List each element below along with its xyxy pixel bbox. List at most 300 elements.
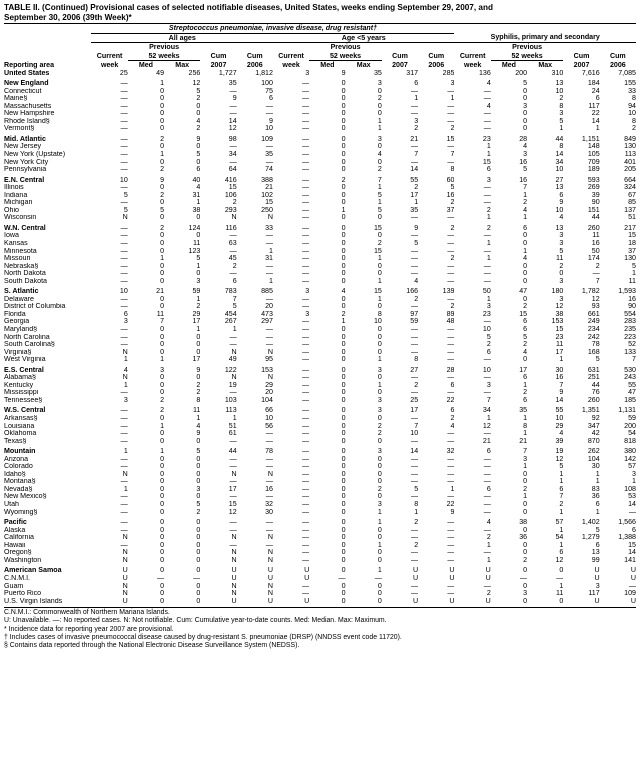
table-cell: 14: [628, 549, 636, 557]
table-cell: —: [302, 134, 310, 143]
table-cell: —: [302, 582, 310, 590]
table-cell: 0: [196, 526, 201, 534]
cum-label: Cum: [573, 51, 590, 60]
table-cell: 10: [482, 365, 491, 374]
footnotes: [4, 607, 636, 650]
table-cell: 2: [232, 199, 237, 207]
table-cell: 1: [377, 508, 382, 516]
table-cell: —: [411, 87, 419, 95]
table-cell: U: [594, 566, 600, 575]
reporting-area: American Samoa: [4, 566, 62, 575]
current-label: Current: [278, 51, 304, 60]
table-cell: 0: [160, 95, 165, 103]
table-cell: —: [302, 381, 310, 389]
reporting-area: Michigan: [4, 199, 33, 207]
table-cell: 6: [559, 485, 564, 493]
table-cell: 0: [341, 447, 346, 456]
table-cell: 0: [341, 493, 346, 501]
table-cell: —: [120, 406, 128, 415]
table-cell: 2: [341, 310, 346, 318]
table-cell: —: [447, 232, 455, 240]
table-cell: 8: [196, 396, 201, 404]
table-cell: 4: [450, 422, 455, 430]
table-cell: 5: [196, 255, 201, 263]
table-cell: 38: [192, 206, 201, 214]
table-cell: 0: [160, 270, 165, 278]
table-cell: —: [265, 437, 273, 445]
table-cell: 0: [377, 437, 382, 445]
table-cell: 148: [587, 143, 600, 151]
table-cell: 1: [123, 447, 128, 456]
table-cell: 15: [373, 223, 382, 232]
reporting-area: Montana§: [4, 478, 36, 486]
table-cell: 0: [341, 463, 346, 471]
table-cell: 5: [595, 356, 600, 364]
table-cell: —: [483, 356, 491, 364]
table-row: [4, 207, 636, 215]
table-cell: 3: [196, 277, 201, 285]
table-cell: —: [411, 374, 419, 382]
table-cell: 89: [446, 310, 455, 318]
table-cell: 388: [261, 175, 273, 184]
table-cell: U: [485, 566, 491, 575]
table-cell: 1: [123, 381, 128, 389]
table-cell: —: [229, 143, 237, 151]
table-row: [4, 103, 636, 111]
table-cell: 2: [414, 125, 419, 133]
table-cell: 0: [196, 597, 201, 605]
table-cell: —: [120, 110, 128, 118]
table-cell: 0: [341, 277, 346, 285]
table-cell: 870: [587, 437, 600, 445]
table-cell: U: [485, 574, 491, 582]
table-cell: 0: [196, 232, 201, 240]
table-cell: 1: [377, 381, 382, 389]
table-cell: —: [483, 247, 491, 255]
table-cell: —: [302, 270, 310, 278]
table-cell: —: [120, 239, 128, 247]
table-cell: 21: [410, 134, 419, 143]
table-cell: 17: [192, 318, 201, 326]
previous-label: Previous: [149, 43, 180, 51]
reporting-area: North Dakota: [4, 270, 46, 278]
table-cell: —: [483, 493, 491, 501]
table-cell: 11: [156, 310, 165, 318]
cum-label: Cum: [609, 51, 626, 60]
table-row: [4, 382, 636, 390]
table-cell: 6: [414, 79, 419, 88]
table-cell: N: [267, 556, 273, 564]
table-cell: 90: [628, 303, 636, 311]
table-cell: 0: [196, 143, 201, 151]
table-cell: 0: [160, 326, 165, 333]
table-cell: 15: [228, 501, 237, 509]
table-cell: 7: [377, 175, 382, 184]
table-cell: 2: [160, 396, 165, 404]
table-cell: 2: [486, 534, 491, 542]
table-cell: —: [483, 110, 491, 118]
table-cell: —: [447, 326, 455, 333]
table-cell: —: [120, 463, 128, 471]
table-cell: 1: [559, 508, 564, 516]
reporting-area: Louisiana: [4, 422, 35, 430]
table-cell: 1: [595, 125, 600, 133]
table-row: [4, 509, 636, 517]
table-cell: 1: [377, 277, 382, 285]
table-row: [4, 486, 636, 494]
table-cell: 317: [406, 69, 419, 77]
table-cell: 12: [555, 556, 564, 564]
table-cell: 0: [196, 348, 201, 356]
table-row: [4, 166, 636, 174]
table-cell: 1: [523, 415, 528, 423]
table-cell: 0: [160, 232, 165, 240]
reporting-area: New Mexico§: [4, 493, 47, 501]
table-cell: 1: [160, 422, 165, 430]
table-cell: 0: [341, 143, 346, 151]
table-cell: 19: [228, 381, 237, 389]
table-cell: 0: [196, 493, 201, 501]
table-cell: 7: [523, 447, 528, 456]
reporting-area: W.S. Central: [4, 406, 46, 415]
table-cell: 0: [160, 199, 165, 207]
table-cell: 25: [410, 396, 419, 404]
table-cell: —: [120, 295, 128, 303]
table-cell: —: [120, 223, 128, 232]
footnote: † Includes cases of invasive pneumococcal disease caused by drug-resistant S. pneumoniae (DRSP) (NNDSS event code 11720).: [4, 634, 402, 642]
table-row: [4, 326, 636, 334]
table-row: [4, 222, 636, 233]
table-cell: 1: [486, 214, 491, 222]
table-cell: 0: [523, 87, 528, 95]
table-cell: 6: [595, 95, 600, 103]
reporting-area: Georgia: [4, 318, 30, 326]
table-cell: 0: [377, 463, 382, 471]
table-cell: —: [338, 574, 346, 582]
table-row: [4, 70, 636, 78]
table-cell: —: [120, 102, 128, 110]
table-cell: 14: [591, 117, 600, 125]
table-cell: 6: [269, 95, 273, 103]
table-cell: 0: [523, 232, 528, 240]
table-cell: 6: [559, 549, 564, 557]
table-cell: 8: [632, 95, 636, 103]
table-cell: —: [265, 270, 273, 278]
table-row: [4, 88, 636, 96]
table-cell: 36: [591, 493, 600, 501]
table-cell: 155: [624, 79, 636, 88]
table-cell: 180: [551, 287, 564, 296]
table-cell: 108: [624, 485, 636, 493]
table-cell: 13: [555, 79, 564, 88]
table-cell: —: [302, 437, 310, 445]
year-2007-label: 2007: [573, 60, 590, 69]
table-cell: U: [267, 574, 273, 582]
table-cell: 10: [265, 125, 273, 133]
table-cell: 15: [373, 247, 382, 255]
table-cell: 0: [377, 110, 382, 118]
table-cell: 3: [559, 277, 564, 285]
table-row: [4, 415, 636, 423]
table-cell: 57: [628, 463, 636, 471]
table-cell: 1: [486, 255, 491, 263]
table-cell: U: [304, 574, 310, 582]
table-cell: —: [229, 526, 237, 534]
table-cell: 251: [587, 374, 600, 382]
table-row: [4, 557, 636, 565]
table-cell: 55: [628, 381, 636, 389]
table-cell: 19: [555, 447, 564, 456]
reporting-area: California: [4, 534, 34, 542]
reporting-area: Nevada§: [4, 485, 33, 493]
table-cell: 17: [410, 191, 419, 199]
table-cell: 42: [591, 430, 600, 438]
table-cell: 664: [624, 175, 636, 184]
table-cell: —: [302, 430, 310, 438]
table-cell: 1: [160, 79, 165, 88]
table-cell: 2: [196, 125, 201, 133]
table-cell: 0: [160, 437, 165, 445]
table-cell: 9: [559, 199, 564, 207]
table-cell: —: [483, 430, 491, 438]
table-cell: —: [120, 501, 128, 509]
table-cell: —: [447, 582, 455, 590]
reporting-area: New England: [4, 79, 49, 88]
table-cell: —: [120, 389, 128, 397]
table-cell: 0: [341, 556, 346, 564]
table-cell: 185: [624, 396, 636, 404]
table-cell: 9: [160, 175, 165, 184]
table-cell: 530: [624, 365, 636, 374]
table-cell: —: [229, 247, 237, 255]
table-cell: —: [447, 541, 455, 549]
table-cell: 0: [341, 485, 346, 493]
table-cell: —: [411, 463, 419, 471]
table-cell: 3: [559, 295, 564, 303]
table-cell: 6: [523, 374, 528, 382]
table-cell: 1: [595, 470, 600, 478]
reporting-area: Iowa: [4, 232, 19, 240]
table-cell: 0: [377, 534, 382, 542]
table-cell: —: [120, 95, 128, 103]
table-row: [4, 493, 636, 501]
table-cell: 0: [523, 566, 528, 575]
table-cell: 0: [377, 270, 382, 278]
table-cell: 3: [559, 110, 564, 118]
table-cell: —: [302, 175, 310, 184]
table-cell: 2: [341, 175, 346, 184]
table-cell: 113: [225, 406, 237, 415]
current-label: Current: [459, 51, 486, 60]
table-cell: 3: [123, 318, 128, 326]
table-cell: 0: [341, 270, 346, 278]
week-label: week: [463, 60, 482, 69]
table-cell: —: [120, 455, 128, 463]
table-cell: 0: [160, 597, 165, 605]
table-cell: 8: [414, 356, 419, 364]
table-cell: —: [120, 125, 128, 133]
table-cell: 7,085: [618, 69, 636, 77]
table-cell: 12: [555, 455, 564, 463]
table-cell: 2: [632, 125, 636, 133]
table-cell: —: [447, 455, 455, 463]
table-cell: 1: [414, 508, 419, 516]
table-cell: —: [447, 590, 455, 598]
weeks52-label: 52 weeks: [128, 52, 201, 61]
table-cell: 0: [377, 333, 382, 341]
table-cell: 2: [559, 262, 564, 270]
table-cell: 0: [160, 389, 165, 397]
table-cell: 0: [341, 255, 346, 263]
table-cell: N: [122, 470, 128, 478]
table-cell: 0: [341, 262, 346, 270]
table-cell: 0: [523, 262, 528, 270]
table-cell: 3: [377, 396, 382, 404]
table-cell: —: [229, 270, 237, 278]
table-cell: 0: [160, 518, 165, 527]
table-cell: 2: [595, 262, 600, 270]
table-cell: 242: [587, 333, 600, 341]
table-cell: 2: [450, 199, 455, 207]
table-cell: 3: [559, 232, 564, 240]
table-row: [4, 397, 636, 405]
table-cell: —: [411, 526, 419, 534]
table-cell: 122: [224, 365, 237, 374]
table-cell: —: [447, 341, 455, 349]
table-cell: 21: [265, 184, 273, 192]
table-cell: 7: [559, 493, 564, 501]
table-cell: 267: [224, 318, 237, 326]
table-cell: 5: [559, 463, 564, 471]
table-row: [4, 118, 636, 126]
table-cell: 1: [595, 478, 600, 486]
table-cell: 0: [160, 125, 165, 133]
table-cell: —: [483, 526, 491, 534]
table-cell: —: [447, 430, 455, 438]
table-cell: 454: [224, 310, 237, 318]
table-cell: 200: [624, 422, 636, 430]
table-cell: 2: [486, 223, 491, 232]
table-cell: 1: [559, 470, 564, 478]
table-cell: 0: [341, 415, 346, 423]
previous-label: Previous: [512, 43, 543, 51]
table-cell: 50: [482, 287, 491, 296]
group-all-ages: All ages: [91, 33, 272, 43]
table-cell: 11: [556, 341, 564, 349]
table-cell: N: [267, 348, 273, 356]
table-cell: —: [120, 143, 128, 151]
reporting-area: Texas§: [4, 437, 27, 445]
table-cell: N: [231, 582, 237, 590]
table-cell: —: [120, 79, 128, 88]
table-cell: 1: [123, 356, 128, 364]
reporting-area: Indiana: [4, 191, 28, 199]
table-cell: 49: [228, 356, 237, 364]
table-cell: —: [411, 470, 419, 478]
table-row: [4, 263, 636, 271]
table-cell: —: [302, 87, 310, 95]
table-cell: 37: [628, 247, 636, 255]
table-cell: U: [413, 597, 419, 605]
reporting-area: Mississippi: [4, 389, 39, 397]
table-cell: 1: [377, 184, 382, 192]
table-cell: 33: [628, 87, 636, 95]
table-cell: 0: [377, 582, 382, 590]
table-cell: 109: [624, 590, 636, 598]
table-cell: U: [267, 566, 273, 575]
table-cell: 416: [224, 175, 237, 184]
group-age-under-5: Age <5 years: [273, 33, 455, 43]
table-cell: 5: [123, 191, 128, 199]
table-cell: 0: [377, 526, 382, 534]
reporting-area: C.N.M.I.: [4, 574, 31, 582]
table-cell: —: [483, 95, 491, 103]
reporting-area: South Carolina§: [4, 341, 55, 349]
table-cell: 23: [482, 310, 491, 318]
table-cell: —: [229, 87, 237, 95]
table-cell: 30: [265, 508, 273, 516]
table-cell: 0: [341, 150, 346, 158]
table-cell: U: [267, 597, 273, 605]
table-cell: 74: [265, 166, 273, 174]
table-cell: —: [447, 526, 455, 534]
reporting-area: New York (Upstate): [4, 150, 66, 158]
table-cell: 20: [265, 389, 273, 397]
table-cell: —: [447, 348, 455, 356]
table-cell: U: [122, 566, 128, 575]
med-label: Med: [501, 61, 517, 69]
table-cell: 1,351: [581, 406, 600, 415]
table-cell: 2: [414, 184, 419, 192]
table-cell: 0: [523, 582, 528, 590]
table-cell: 849: [624, 134, 636, 143]
table-row: [4, 285, 636, 296]
table-cell: —: [447, 158, 455, 166]
table-cell: 6: [486, 485, 491, 493]
table-cell: 32: [265, 501, 273, 509]
table-cell: 293: [224, 206, 237, 214]
reporting-area: Tennessee§: [4, 396, 43, 404]
table-cell: 59: [410, 318, 419, 326]
table-cell: —: [483, 389, 491, 397]
table-cell: 4: [523, 348, 528, 356]
table-cell: 1: [632, 270, 636, 278]
table-cell: 104: [587, 455, 600, 463]
group-syphilis: Syphilis, primary and secondary: [454, 33, 636, 43]
table-cell: —: [265, 262, 273, 270]
table-cell: 0: [341, 223, 346, 232]
table-cell: —: [302, 166, 310, 174]
table-cell: 0: [523, 597, 528, 605]
table-cell: 0: [523, 549, 528, 557]
reporting-area: Mountain: [4, 447, 36, 456]
table-cell: 8: [559, 143, 564, 151]
table-cell: N: [122, 590, 128, 598]
table-cell: —: [120, 184, 128, 192]
table-row: [4, 151, 636, 159]
table-cell: 0: [377, 374, 382, 382]
table-cell: 0: [160, 381, 165, 389]
table-cell: 2: [486, 341, 491, 349]
table-cell: 2: [160, 223, 165, 232]
table-cell: —: [447, 374, 455, 382]
table-cell: N: [122, 556, 128, 564]
table-cell: 5: [377, 191, 382, 199]
table-cell: 109: [261, 134, 273, 143]
table-cell: 0: [523, 239, 528, 247]
table-row: [4, 349, 636, 357]
previous-label: Previous: [330, 43, 361, 51]
